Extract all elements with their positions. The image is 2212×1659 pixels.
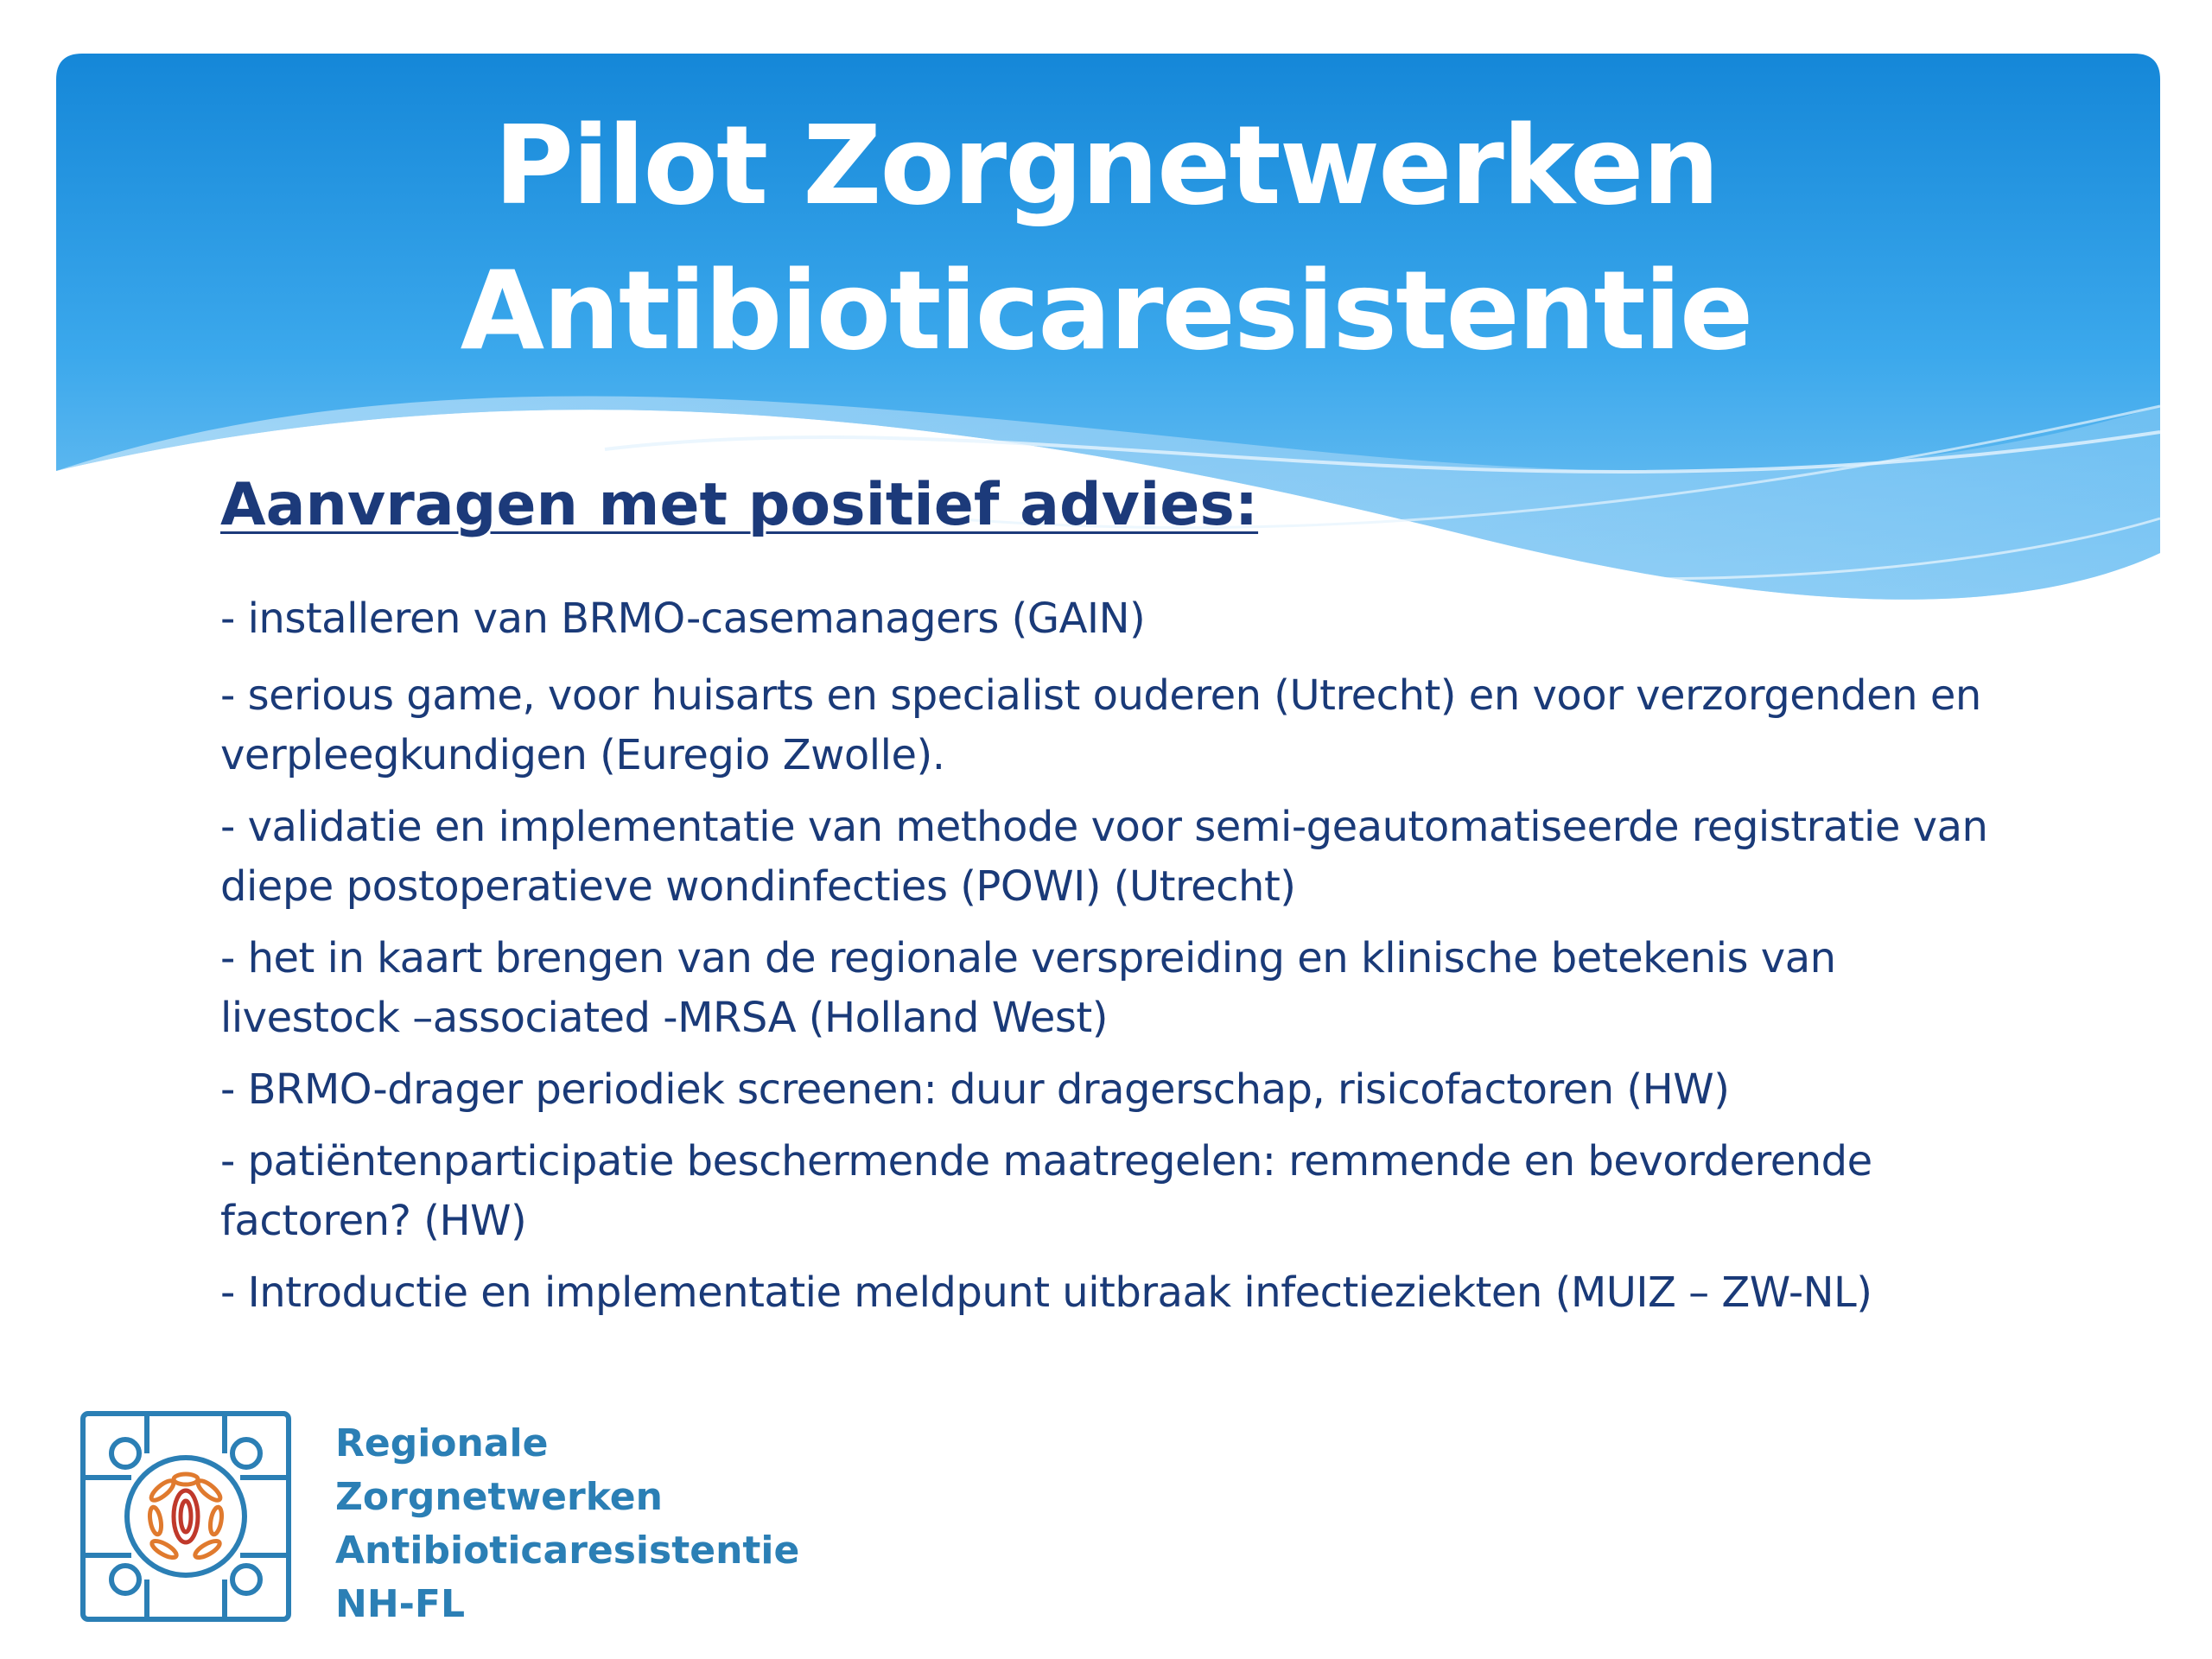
slide-content — [220, 467, 2018, 1335]
logo-line-2: Zorgnetwerken — [335, 1475, 663, 1519]
list-item: - patiëntenparticipatie beschermende maatregelen: remmende en bevorderende factoren? (HW) — [220, 1137, 1872, 1245]
section-heading: Aanvragen met positief advies: — [220, 471, 1259, 539]
approved-requests-list — [220, 589, 2018, 1323]
list-item: - het in kaart brengen van de regionale verspreiding en klinische betekenis van livestock –associated -MRSA (Holland West) — [220, 934, 1836, 1042]
list-item: - installeren van BRMO-casemanagers (GAIN) — [220, 594, 1146, 643]
list-item: - Introductie en implementatie meldpunt uitbraak infectieziekten (MUIZ – ZW-NL) — [220, 1268, 1872, 1317]
logo-wordmark — [335, 1417, 799, 1631]
list-item: - validatie en implementatie van methode voor semi-geautomatiseerde registratie van diepe postoperatieve wondinfecties (POWI) (Utrecht) — [220, 803, 1988, 911]
list-item: - serious game, voor huisarts en specialist ouderen (Utrecht) en voor verzorgenden en verpleegkundigen (Euregio Zwolle). — [220, 671, 1981, 779]
logo-line-1: Regionale — [335, 1421, 549, 1465]
logo-line-3: Antibioticaresistentie — [335, 1529, 800, 1573]
title-line-2: Antibioticaresistentie — [460, 247, 1752, 374]
title-line-1: Pilot Zorgnetwerken — [493, 102, 1719, 229]
zorgnetwerk-logo-icon — [78, 1408, 294, 1624]
logo-line-4: NH-FL — [335, 1582, 466, 1626]
slide-title — [0, 93, 2212, 384]
list-item: - BRMO-drager periodiek screenen: duur dragerschap, risicofactoren (HW) — [220, 1065, 1730, 1114]
